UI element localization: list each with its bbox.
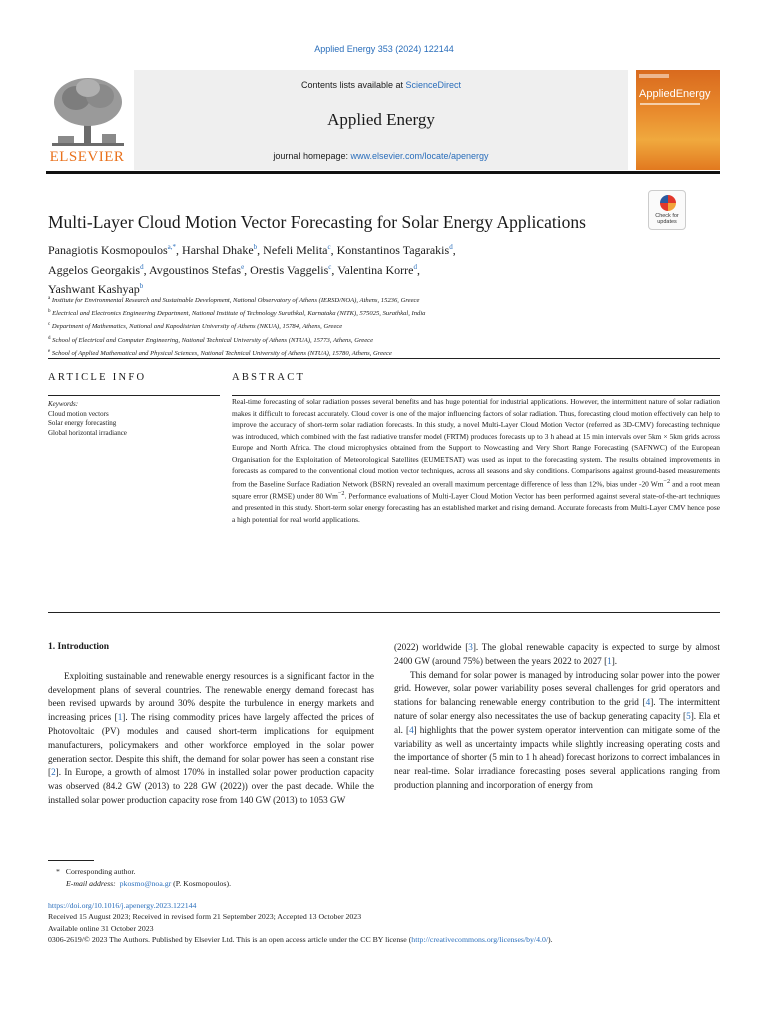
homepage-link[interactable]: www.elsevier.com/locate/apenergy [350,151,489,161]
affiliation: $^e$ School of Applied Mathematical and Physical Sciences, National Technical University of Athens (NTUA), 15780, Athens, Greece [48,348,392,357]
citation-link[interactable]: 5 [686,710,691,721]
footnote-marker: * [56,867,60,876]
license-line: 0306-2619/© 2023 The Authors. Published by Elsevier Ltd. This is an open access article under the CC BY license (http://creativecommons.org/licenses/by/4.0/). [48,934,553,944]
body-paragraph: This demand for solar power is managed by introducing solar power into the power grid. However, solar power variability poses several challenges for grid operators and stations for balancing renewable energy contribution to the grid [4]. The intermittent nature of solar energy also necessitates the use of backup generating capacity [5]. Ela et al. [4] highlights that the power system operator intervention can mitigate some of the variability as well as uncertainty impacts while slightly increasing operating costs and the importance of shorter (5 min to 1 h ahead) forecast horizons to correct imbalances in near real-time. Solar irradiance forecasting poses several applications ranging from production planning and incorporation of energy from [394,669,721,790]
affiliation: $^b$ Electrical and Electronics Engineering Department, National Institute of Technology Surathkal, Karnataka (NITK), 575025, Surathkal, India [48,309,426,318]
section-title: 1. Introduction [48,642,110,652]
license-link[interactable]: http://creativecommons.org/licenses/by/4.0/ [411,934,549,944]
author[interactable]: Valentina Korre$^d$, [337,262,420,277]
author-list [48,239,608,298]
journal-masthead [46,70,720,174]
contents-prefix: Contents lists available at [300,80,406,90]
affiliations [48,293,668,359]
section-rule [48,358,720,359]
elsevier-logo[interactable] [46,70,132,170]
contents-line [134,80,628,90]
journal-cover[interactable] [636,70,720,170]
check-for-updates-badge[interactable] [648,190,686,230]
article-title: Multi-Layer Cloud Motion Vector Forecasting for Solar Energy Applications [48,212,586,232]
affiliation: $^d$ School of Electrical and Computer Engineering, National Technical University of Athens (NTUA), 15773, Athens, Greece [48,335,374,344]
keywords-block [48,400,220,438]
citation-link[interactable]: 4 [645,697,651,708]
citation-link[interactable]: 1 [607,655,612,666]
keyword: Global horizontal irradiance [48,428,127,437]
cover-title: AppliedEnergy [639,88,711,100]
footnote [48,866,720,889]
affiliation: $^c$ Department of Mathematics, National and Kapodistrian University of Athens (NKUA), 15784, Athens, Greece [48,322,343,331]
body-paragraph: (2022) worldwide [3]. The global renewable capacity is expected to surge by almost 2400 GW (around 75%) between the years 2022 to 2027 [1]. [394,642,720,666]
homepage-prefix: journal homepage: [273,151,351,161]
author[interactable]: Aggelos Georgakis$^d$, [48,262,149,277]
sciencedirect-link[interactable]: ScienceDirect [405,80,462,90]
abstract-text: Real-time forecasting of solar radiation posses several benefits and has huge potential for industrial applications. However, the intermittent nature of solar radiation makes it difficult to forecast accurately. Cloud cover is one of the major influencing factors of solar radiation. Thus, forecasting cloud motion effectively can help to improve the accuracy of short-term solar radiation forecasts. In this study, a novel Multi-Layer Cloud Motion Vector (referred as 3D-CMV) forecasting technique was introduced, which combined with the fast radiative transfer model (FRTM) produces forecasts up to 3 h ahead at 15 min intervals over 5km × 5km grids across Europe and North Africa. The cloud microphysics obtained from the Support to Nowcasting and Very Short Range Forecasting (SAFNWC) of the European Organisation for the Exploitation of Meteorological Satellites (EUMETSAT) was used as input to the forecasting system. The results obtained improvements in forecasts as compared to the conventional cloud motion vector techniques, across all seasons and sky conditions. Comparisons against ground-based measurements from the Baseline Surface Radiation Network (BSRN) revealed an overall maximum percentage difference of less than 12%, bias under -20 $Wm^{-2}$ and a root mean square error (RMSE) under 80 $Wm^{-2}$. Performance evaluations of Multi-Layer Cloud Motion Vector has been performed against several state-of-the-art techniques and presented in this study. Short-term solar energy forecasting has an established market and rising demand. Accurate forecasts from Multi-Layer CMV hence pose a high potential for real world applications. [232,397,720,524]
citation-link[interactable]: 3 [468,642,473,652]
homepage-line [134,151,628,161]
journal-title: Applied Energy [327,110,435,129]
crossmark-label: Check for updates [655,213,679,225]
email-link[interactable]: pkosmo@noa.gr [119,878,172,888]
author[interactable]: Konstantinos Tagarakis$^d$, [336,243,456,257]
article-info-rule [48,395,220,396]
affiliation: $^a$ Institute for Environmental Research and Sustainable Development, National Observatory of Athens (IERSD/NOA), Athens, 15236, Greece [48,296,420,305]
citation-link[interactable]: 2 [51,767,56,778]
email-note: E-mail address: pkosmo@noa.gr (P. Kosmopoulos). [66,878,232,888]
doi-link[interactable]: https://doi.org/10.1016/j.apenergy.2023.122144 [48,901,197,910]
publication-info [48,900,748,945]
elsevier-wordmark: ELSEVIER [49,149,125,165]
abstract-heading: ABSTRACT [232,372,306,383]
corresponding-author-note: * Corresponding author. [56,867,136,876]
journal-reference[interactable]: Applied Energy 353 (2024) 122144 [314,44,454,54]
citation-link[interactable]: 4 [409,724,414,735]
cover-decoration [639,74,669,78]
header-rule [46,171,720,174]
author[interactable]: Avgoustinos Stefas$^e$, [148,262,251,277]
author[interactable]: Orestis Vaggelis$^c$, [250,262,338,277]
footnote-rule [48,860,94,861]
elsevier-tree-icon [50,76,126,148]
section-rule [48,612,720,613]
received-dates: Received 15 August 2023; Received in revised form 21 September 2023; Accepted 13 October 2023 [48,912,362,922]
masthead-center [134,70,628,170]
author[interactable]: Harshal Dhake$^b$, [182,243,264,257]
body-column-left [48,641,374,808]
author[interactable]: Panagiotis Kosmopoulos$^{a,*}$, [48,243,183,257]
crossmark-icon [660,195,676,211]
author[interactable]: Yashwant Kashyap$^b$ [48,282,144,296]
body-column-right [394,641,720,793]
citation-link[interactable]: 1 [117,712,123,723]
keyword: Cloud motion vectors [48,409,109,418]
available-online: Available online 31 October 2023 [48,923,154,933]
article-info-heading: ARTICLE INFO [48,372,147,383]
body-paragraph: Exploiting sustainable and renewable energy resources is a significant factor in the development plans of several countries. The renewable energy demand forecast has been revised upwards by around 30% despite the turbulence in energy markets and increasing prices [1]. The rising commodity prices have largely affected the prices of Photovoltaic (PV) modules and caused short-term implications for equipment manufacturers, policymakers and other workforce employed in the solar power generation sector. Despite this shift, the demand for solar power has seen a constant rise [2]. In Europe, a growth of almost 170% in installed solar power production capacity was observed (84.2 GW (2013) to 228 GW (2022)) over the past decade. While the installed solar power production capacity rose from 140 GW (2013) to 1053 GW [48,670,374,805]
keyword: Solar energy forecasting [48,419,117,427]
author[interactable]: Nefeli Melita$^c$, [263,243,337,257]
cover-decoration [640,103,700,105]
keywords-label: Keywords: [48,400,79,408]
